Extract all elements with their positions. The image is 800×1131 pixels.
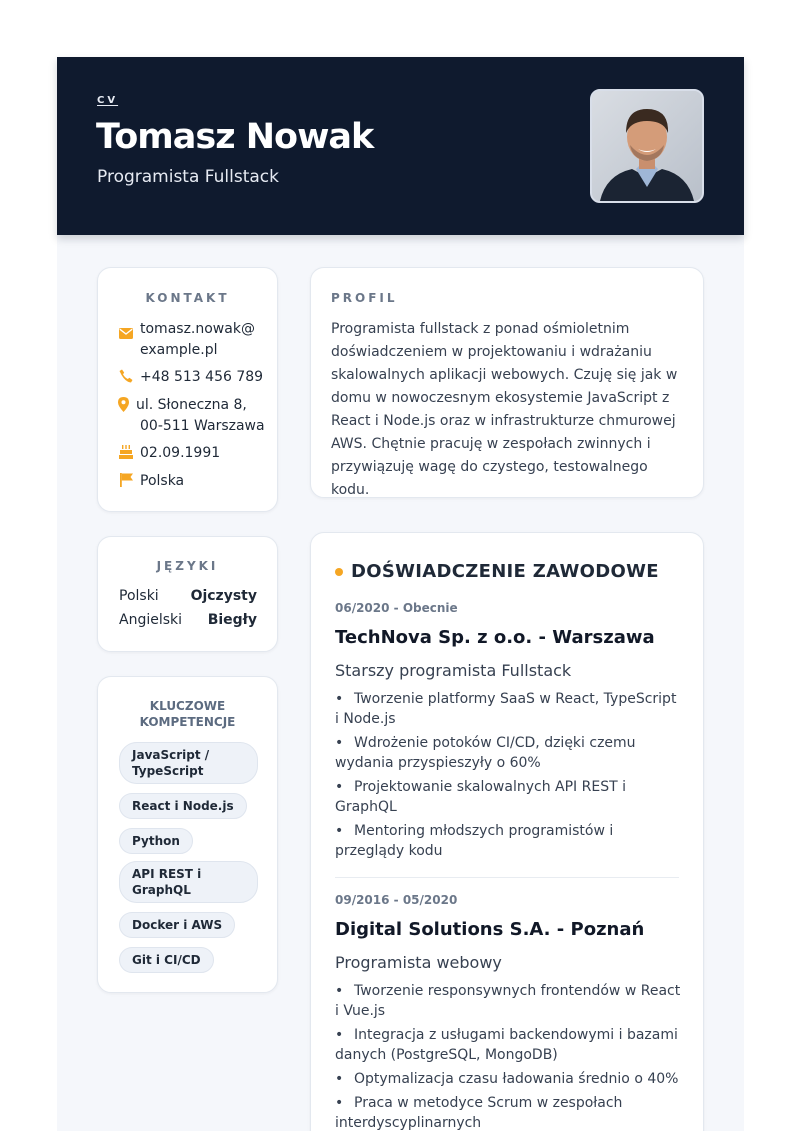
job-dates: 06/2020 - Obecnie — [335, 601, 458, 615]
job-bullet: • Mentoring młodszych programistów i przeglądy kodu — [335, 823, 614, 859]
skill-chip: Python — [119, 828, 193, 854]
language-level: Biegły — [207, 612, 257, 628]
contact-country — [118, 471, 271, 492]
contact-birthdate — [118, 443, 271, 464]
language-row — [119, 588, 257, 604]
job-company: TechNova Sp. z o.o. - Warszawa — [335, 627, 655, 648]
experience-card — [310, 532, 704, 1131]
skills-title-line-1: KLUCZOWE — [149, 699, 226, 713]
contact-email[interactable] — [118, 319, 271, 361]
job-bullets — [335, 689, 681, 865]
envelope-icon — [118, 319, 134, 339]
job-bullet: • Tworzenie platformy SaaS w React, TypeScript i Node.js — [335, 691, 677, 727]
flag-icon — [118, 471, 134, 487]
skill-chip: Docker i AWS — [119, 912, 235, 938]
profile-text: Programista fullstack z ponad ośmioletnim doświadczeniem w projektowaniu i wdrażaniu skalowalnych aplikacji webowych. Czuję się jak w domu w nowoczesnym ekosystemie JavaScript z React i Node.js oraz w infrastrukturze chmurowej AWS. Chętnie pracuję w zespołach zwinnych i przywiązuję wagę do czystego, testowalnego kodu. — [331, 321, 678, 498]
language-name: Polski — [119, 588, 159, 604]
experience-title: DOŚWIADCZENIE ZAWODOWE — [351, 561, 659, 582]
job-bullet: • Tworzenie responsywnych frontendów w React i Vue.js — [335, 983, 681, 1019]
job-role: Programista webowy — [335, 953, 502, 972]
skills-title-line-2: KOMPETENCJE — [139, 715, 236, 729]
job-title: Programista Fullstack — [97, 167, 279, 187]
phone-text: +48 513 456 789 — [140, 369, 264, 385]
contact-address — [116, 395, 271, 437]
skill-chip: Git i CI/CD — [119, 947, 214, 973]
email-line-2: example.pl — [140, 342, 218, 358]
job-role: Starszy programista Fullstack — [335, 661, 572, 680]
bullet-dot-icon — [335, 568, 343, 576]
skill-chip: JavaScript / TypeScript — [119, 742, 258, 784]
job-company: Digital Solutions S.A. - Poznań — [335, 919, 645, 940]
birthdate-text: 02.09.1991 — [140, 445, 221, 461]
profile-card — [310, 267, 704, 498]
languages-card — [97, 536, 278, 652]
skill-chip: API REST i GraphQL — [119, 861, 258, 903]
address-line-1: ul. Słoneczna 8, — [136, 397, 247, 413]
skill-chip: React i Node.js — [119, 793, 247, 819]
language-name: Angielski — [119, 612, 183, 628]
profile-title: PROFIL — [331, 291, 398, 305]
skills-title — [108, 698, 267, 730]
cv-label: CV — [97, 95, 119, 106]
job-bullet: • Wdrożenie potoków CI/CD, dzięki czemu wydania przyspieszyły o 60% — [335, 735, 636, 771]
phone-icon — [118, 367, 134, 383]
languages-title: JĘZYKI — [156, 559, 219, 573]
language-row — [119, 612, 257, 628]
language-level: Ojczysty — [190, 588, 257, 604]
job-divider — [335, 877, 679, 878]
skills-card — [97, 676, 278, 993]
person-name: Tomasz Nowak — [96, 117, 374, 157]
contact-title: KONTAKT — [145, 291, 230, 305]
job-bullet: • Optymalizacja czasu ładowania średnio o 40% — [335, 1071, 679, 1087]
birthday-cake-icon — [118, 443, 134, 459]
cv-header — [57, 57, 744, 235]
address-line-2: 00-511 Warszawa — [140, 418, 265, 434]
profile-photo — [590, 89, 704, 203]
cv-page — [57, 57, 744, 1131]
experience-heading — [335, 561, 659, 582]
job-bullets — [335, 981, 681, 1131]
job-bullet: • Integracja z usługami backendowymi i bazami danych (PostgreSQL, MongoDB) — [335, 1027, 678, 1063]
job-bullet: • Projektowanie skalowalnych API REST i GraphQL — [335, 779, 626, 815]
email-line-1: tomasz.nowak@ — [140, 321, 255, 337]
country-text: Polska — [140, 473, 185, 489]
contact-phone[interactable] — [118, 367, 271, 388]
job-dates: 09/2016 - 05/2020 — [335, 893, 458, 907]
contact-card — [97, 267, 278, 512]
location-pin-icon — [116, 395, 130, 412]
job-bullet: • Praca w metodyce Scrum w zespołach interdyscyplinarnych — [335, 1095, 623, 1131]
